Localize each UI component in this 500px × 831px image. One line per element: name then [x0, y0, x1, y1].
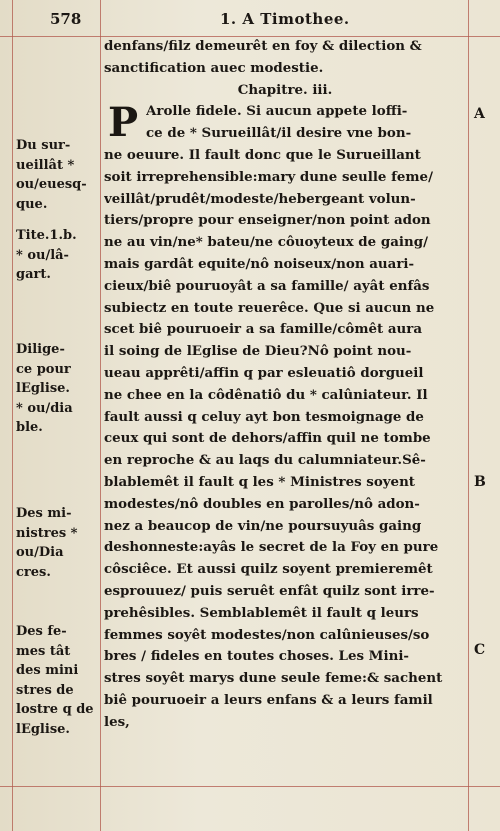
text-line: les,	[104, 713, 130, 730]
margin-note-line: ou/Dia	[16, 545, 64, 560]
text-line: ne oeuure. Il fault donc que le Surueillant	[104, 146, 421, 163]
text-line: femmes soyêt modestes/non calûnieuses/so	[104, 626, 430, 643]
margin-note-line: lEglise.	[16, 721, 70, 737]
margin-note	[16, 340, 98, 438]
margin-note-line: ce pour	[16, 361, 71, 377]
text-line: en reproche & au laqs du calumniateur.Sê-	[104, 452, 426, 469]
margin-note-line: ou/euesq-	[16, 177, 87, 192]
chapter-opening	[104, 101, 466, 145]
margin-note-line: gart.	[16, 267, 51, 282]
text-line: modestes/nô doubles en parolles/nô adon-	[104, 495, 420, 512]
text-line: scet biê pouruoeir a sa famille/cômêt aura	[104, 321, 423, 338]
margin-note-line: * ou/dia	[16, 400, 73, 416]
margin-note-line: Des fe-	[16, 624, 67, 639]
margin-note-line: ueillât *	[16, 157, 75, 173]
margin-note	[16, 226, 98, 285]
text-line: tiers/propre pour enseigner/non point adon	[104, 212, 431, 229]
paragraph	[104, 145, 466, 734]
text-line: bres / fideles en toutes choses. Les Mini-	[104, 648, 409, 665]
text-line: il soing de lEglise de Dieu?Nô point nou-	[104, 343, 412, 360]
text-line: ce de * Surueillât/il desire vne bon-	[146, 125, 412, 142]
text-line: ceux qui sont de dehors/affin quil ne tombe	[104, 430, 431, 447]
text-line: veillât/prudêt/modeste/hebergeant volun-	[104, 190, 416, 207]
margin-note-line: Du sur-	[16, 138, 71, 153]
rule-bottom	[0, 786, 500, 787]
body-text	[104, 36, 466, 734]
text-line: soit irreprehensible:mary dune seulle feme/	[104, 168, 433, 185]
text-line: deshonneste:ayâs le secret de la Foy en pure	[104, 539, 439, 556]
drop-cap: P	[107, 99, 139, 147]
text-line: biê pouruoeir a leurs enfans & a leurs famil	[104, 691, 433, 708]
text-line: denfans/filz demeurêt en foy & dilection &	[104, 38, 422, 54]
text-line: ne chee en la côdênatiô du * calûniateur. Il	[104, 386, 428, 403]
margin-note-line: que.	[16, 196, 48, 212]
margin-note-line: ble.	[16, 420, 43, 435]
text-line: Arolle fidele. Si aucun appete loffi-	[146, 103, 408, 120]
margin-note-line: lEglise.	[16, 381, 70, 396]
text-line: esprouuez/ puis seruêt enfât quilz sont irre-	[104, 582, 435, 599]
text-line: fault aussi q celuy ayt bon tesmoignage de	[104, 408, 424, 425]
text-line: nez a beaucop de vin/ne poursuyuâs gaing	[104, 517, 422, 534]
rule-right	[468, 0, 469, 831]
running-title: 1. A Timothee.	[220, 10, 350, 28]
margin-note-line: cres.	[16, 564, 51, 580]
text-line: ne au vin/ne* bateu/ne côuoyteux de gaing/	[104, 234, 428, 251]
section-mark: C	[474, 642, 486, 658]
margin-note	[16, 622, 98, 739]
text-line: stres soyêt marys dune seule feme:& sachent	[104, 670, 443, 687]
margin-note-line: Des mi-	[16, 506, 72, 521]
text-line: subiectz en toute reuerêce. Que si aucun ne	[104, 299, 435, 316]
margin-note-line: Tite.1.b.	[16, 228, 77, 243]
chapter-heading: Chapitre. iii.	[237, 81, 333, 98]
page-number: 578	[50, 10, 82, 28]
rule-margin	[100, 0, 101, 831]
margin-note-line: des mini	[16, 663, 79, 678]
text-line: cieux/biê pouruoyât a sa famille/ ayât enfâs	[104, 277, 430, 294]
text-line: blablemêt il fault q les * Ministres soyent	[104, 473, 415, 490]
text-line: mais gardât equite/nô noiseux/non auari-	[104, 255, 415, 272]
margin-note	[16, 136, 98, 214]
section-mark: A	[474, 106, 485, 122]
text-line: sanctification auec modestie.	[104, 59, 324, 76]
margin-note-line: mes tât	[16, 643, 71, 659]
margin-note-line: stres de	[16, 682, 74, 698]
text-line: côsciêce. Et aussi quilz soyent premieremêt	[104, 561, 433, 578]
rule-left	[12, 0, 13, 831]
page-header	[0, 6, 500, 32]
margin-note-line: nistres *	[16, 525, 78, 541]
margin-note-line: * ou/lâ-	[16, 247, 69, 263]
margin-note-line: Dilige-	[16, 342, 65, 357]
section-mark: B	[474, 474, 486, 490]
text-line: prehêsibles. Semblablemêt il fault q leurs	[104, 604, 419, 621]
margin-note	[16, 504, 98, 582]
margin-note-line: lostre q de	[16, 702, 94, 717]
text-line: ueau apprêti/affin q par esleuatiô dorgueil	[104, 364, 424, 381]
